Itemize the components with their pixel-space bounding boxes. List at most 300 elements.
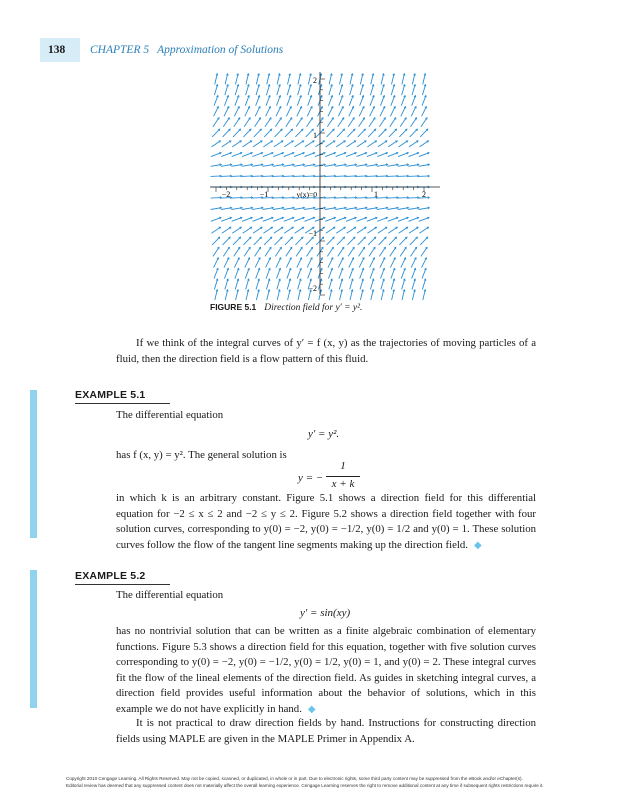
- field-segment: [274, 141, 283, 147]
- field-segment: [368, 237, 376, 245]
- field-segment: [349, 258, 354, 268]
- field-segment: [370, 279, 373, 290]
- field-segment: [306, 237, 314, 245]
- field-segment: [263, 227, 272, 233]
- field-segment: [370, 268, 374, 278]
- field-segment: [371, 74, 374, 85]
- field-segment: [380, 258, 385, 268]
- field-segment: [232, 153, 242, 157]
- x-tick-label-neg2: −2: [221, 190, 231, 199]
- field-segment: [277, 290, 280, 300]
- field-segment: [402, 85, 405, 96]
- field-segment: [381, 85, 384, 96]
- field-segment: [256, 74, 259, 85]
- field-segment: [422, 95, 426, 105]
- field-segment: [367, 217, 377, 221]
- end-of-example-diamond-icon: ◆: [307, 703, 316, 715]
- field-segment: [369, 247, 375, 256]
- field-segment: [275, 129, 283, 137]
- field-segment: [265, 118, 271, 127]
- field-segment: [379, 118, 385, 127]
- field-segment: [297, 258, 302, 268]
- field-segment: [349, 268, 353, 278]
- field-segment: [273, 208, 284, 210]
- field-segment: [325, 208, 336, 210]
- field-segment: [328, 95, 332, 105]
- field-segment: [245, 268, 249, 278]
- field-segment: [391, 95, 395, 105]
- field-segment: [307, 118, 313, 127]
- field-segment: [371, 290, 374, 300]
- example-5-2-body-text: has no nontrivial solution that can be written as a finite algebraic combination of elementary functions. Figure 5.3 shows a direction field for this equation, together with five solution curves corresponding to y(0) = −2, y(0) = −1/2, y(0) = 1/2, y(0) = 1, and y(0) = 2. These integral curves fit the flow of the lineal elements of the direction field. As guides in sketching integral curves, a direction field provides useful information about the behavior of solutions, which in this example we do not have explicitly in hand.: [116, 625, 536, 715]
- figure-caption-text: Direction field for y′ = y².: [264, 303, 363, 313]
- field-segment: [346, 164, 357, 166]
- field-segment: [340, 74, 343, 85]
- field-segment: [357, 141, 366, 147]
- field-segment: [408, 153, 418, 157]
- field-segment: [419, 227, 428, 233]
- field-segment: [231, 208, 242, 210]
- field-segment: [367, 208, 378, 210]
- field-segment: [304, 208, 315, 210]
- x-tick-label-2: 2: [422, 190, 426, 199]
- field-segment: [267, 290, 270, 300]
- field-segment: [224, 268, 228, 278]
- field-segment: [273, 217, 283, 221]
- field-segment: [296, 247, 302, 256]
- field-segment: [337, 129, 345, 137]
- field-segment: [211, 217, 221, 221]
- field-segment: [327, 118, 333, 127]
- field-segment: [398, 153, 408, 157]
- field-segment: [328, 268, 332, 278]
- field-segment: [276, 106, 281, 116]
- field-segment: [327, 129, 335, 137]
- field-segment: [346, 153, 356, 157]
- field-segment: [412, 290, 415, 300]
- field-segment: [412, 279, 415, 290]
- field-segment: [242, 208, 253, 210]
- field-segment: [401, 95, 405, 105]
- field-segment: [266, 279, 269, 290]
- field-segment: [284, 153, 294, 157]
- field-segment: [398, 208, 409, 210]
- field-segment: [214, 268, 218, 278]
- field-segment: [294, 208, 305, 210]
- field-segment: [356, 217, 366, 221]
- field-segment: [387, 208, 398, 210]
- field-segment: [243, 141, 252, 147]
- field-segment: [245, 258, 250, 268]
- field-segment: [305, 141, 314, 147]
- field-segment: [347, 129, 355, 137]
- field-segment: [336, 227, 345, 233]
- field-segment: [252, 164, 263, 166]
- field-segment: [287, 268, 291, 278]
- field-segment: [400, 118, 406, 127]
- field-segment: [254, 129, 262, 137]
- field-segment: [224, 95, 228, 105]
- field-segment: [402, 279, 405, 290]
- field-segment: [266, 95, 270, 105]
- field-segment: [221, 164, 232, 166]
- field-segment: [389, 237, 397, 245]
- field-segment: [377, 217, 387, 221]
- field-segment: [402, 290, 405, 300]
- y-tick-label-2: 2: [313, 76, 317, 85]
- field-segment: [246, 290, 249, 300]
- solution-lhs: y = −: [298, 472, 324, 484]
- field-segment: [360, 268, 364, 278]
- field-segment: [338, 258, 343, 268]
- field-segment: [350, 85, 353, 96]
- field-segment: [346, 208, 357, 210]
- field-segment: [380, 95, 384, 105]
- field-segment: [377, 208, 388, 210]
- field-segment: [419, 164, 430, 166]
- field-segment: [213, 118, 219, 127]
- field-segment: [423, 290, 426, 300]
- field-segment: [212, 129, 220, 137]
- field-segment: [329, 290, 332, 300]
- field-segment: [346, 217, 356, 221]
- field-segment: [295, 237, 303, 245]
- field-segment: [408, 164, 419, 166]
- field-segment: [244, 247, 250, 256]
- field-segment: [307, 258, 312, 268]
- field-segment: [392, 74, 395, 85]
- field-segment: [338, 247, 344, 256]
- example-5-2-rule: [75, 584, 170, 585]
- field-segment: [328, 258, 333, 268]
- field-segment: [360, 85, 363, 96]
- field-segment: [252, 208, 263, 210]
- field-segment: [244, 118, 250, 127]
- field-segment: [223, 247, 229, 256]
- field-segment: [410, 129, 418, 137]
- field-segment: [236, 74, 239, 85]
- field-segment: [211, 227, 220, 233]
- example-5-1-intro: The differential equation: [116, 409, 224, 421]
- solution-numerator: 1: [340, 460, 346, 472]
- field-segment: [308, 268, 312, 278]
- field-segment: [336, 217, 346, 221]
- field-segment: [225, 290, 228, 300]
- field-segment: [256, 95, 260, 105]
- field-segment: [285, 129, 293, 137]
- field-segment: [287, 95, 291, 105]
- field-segment: [288, 74, 291, 85]
- field-segment: [276, 258, 281, 268]
- field-segment: [304, 217, 314, 221]
- field-segment: [297, 268, 301, 278]
- field-segment: [286, 106, 291, 116]
- field-segment: [422, 258, 427, 268]
- field-segment: [381, 290, 384, 300]
- field-segment: [235, 95, 239, 105]
- field-segment: [329, 85, 332, 96]
- field-segment: [256, 290, 259, 300]
- field-segment: [349, 95, 353, 105]
- field-segment: [356, 208, 367, 210]
- figure-caption: [210, 302, 362, 313]
- field-segment: [336, 153, 346, 157]
- field-segment: [308, 74, 311, 85]
- field-segment: [298, 74, 301, 85]
- page-number: 138: [48, 44, 66, 56]
- field-segment: [243, 129, 251, 137]
- field-segment: [422, 268, 426, 278]
- field-segment: [411, 106, 416, 116]
- field-segment: [304, 153, 314, 157]
- field-segment: [287, 85, 290, 96]
- direction-field-figure: [200, 68, 450, 300]
- field-segment: [308, 95, 312, 105]
- field-segment: [234, 106, 239, 116]
- field-segment: [349, 106, 354, 116]
- field-segment: [275, 237, 283, 245]
- field-segment: [284, 217, 294, 221]
- field-segment: [359, 258, 364, 268]
- field-segment: [390, 118, 396, 127]
- field-segment: [412, 95, 416, 105]
- field-segment: [339, 85, 342, 96]
- example-5-2-heading: EXAMPLE 5.2: [75, 570, 146, 582]
- field-segment: [256, 85, 259, 96]
- field-segment: [246, 74, 249, 85]
- field-segment: [401, 268, 405, 278]
- field-segment: [296, 118, 302, 127]
- field-segment: [223, 118, 229, 127]
- field-segment: [408, 208, 419, 210]
- field-segment: [212, 237, 220, 245]
- field-segment: [211, 208, 222, 210]
- field-segment: [380, 268, 384, 278]
- field-segment: [234, 247, 240, 256]
- example-5-1-solution-intro: has f (x, y) = y². The general solution is: [116, 449, 287, 461]
- field-segment: [286, 247, 292, 256]
- field-segment: [325, 153, 335, 157]
- field-segment: [284, 141, 293, 147]
- field-segment: [255, 118, 261, 127]
- field-segment: [224, 258, 229, 268]
- field-segment: [378, 227, 387, 233]
- field-segment: [347, 141, 356, 147]
- field-segment: [215, 290, 218, 300]
- field-segment: [419, 208, 430, 210]
- field-segment: [266, 268, 270, 278]
- example-5-1-body: [116, 491, 536, 553]
- field-segment: [358, 129, 366, 137]
- field-segment: [381, 279, 384, 290]
- field-segment: [399, 129, 407, 137]
- field-segment: [348, 247, 354, 256]
- field-segment: [246, 85, 249, 96]
- field-segment: [276, 268, 280, 278]
- field-segment: [387, 164, 398, 166]
- field-segment: [236, 290, 239, 300]
- field-segment: [367, 164, 378, 166]
- field-segment: [359, 118, 365, 127]
- field-segment: [358, 237, 366, 245]
- field-segment: [255, 258, 260, 268]
- field-segment: [294, 153, 304, 157]
- field-segment: [235, 279, 238, 290]
- field-segment: [378, 141, 387, 147]
- field-segment: [335, 164, 346, 166]
- field-segment: [252, 217, 262, 221]
- field-segment: [232, 141, 241, 147]
- field-segment: [367, 153, 377, 157]
- field-segment: [266, 106, 271, 116]
- field-segment: [336, 141, 345, 147]
- field-segment: [252, 153, 262, 157]
- field-segment: [411, 118, 417, 127]
- field-segment: [377, 153, 387, 157]
- y-tick-label-neg2: −2: [308, 284, 317, 293]
- field-segment: [308, 85, 311, 96]
- field-segment: [350, 290, 353, 300]
- field-segment: [275, 118, 281, 127]
- chapter-heading: [90, 44, 283, 56]
- end-of-example-diamond-icon: ◆: [474, 539, 482, 551]
- field-segment: [401, 258, 406, 268]
- field-segment: [359, 247, 365, 256]
- field-segment: [211, 164, 222, 166]
- chapter-label: CHAPTER 5: [90, 44, 150, 56]
- field-segment: [338, 118, 344, 127]
- field-segment: [357, 227, 366, 233]
- fraction-bar: [326, 476, 360, 477]
- field-segment: [221, 153, 231, 157]
- field-segment: [245, 95, 249, 105]
- field-segment: [277, 279, 280, 290]
- field-segment: [285, 237, 293, 245]
- field-segment: [367, 141, 376, 147]
- example-5-1-equation: y′ = y².: [308, 428, 340, 440]
- field-segment: [233, 129, 241, 137]
- field-segment: [388, 141, 397, 147]
- field-segment: [328, 106, 333, 116]
- field-segment: [214, 106, 219, 116]
- field-segment: [370, 258, 375, 268]
- field-segment: [390, 258, 395, 268]
- example-5-1-body-text: in which k is an arbitrary constant. Figure 5.1 shows a direction field for this differential equation for −2 ≤ x ≤ 2 and −2 ≤ y ≤ 2. Figure 5.2 shows a direction field together with four solution curves, corresponding to y(0) = −2, y(0) = −1/2, y(0) = 1/2 and y(0) = 1. These solution curves follow the flow of the tangent line segments making up the direction field.: [116, 492, 536, 551]
- field-segment: [277, 74, 280, 85]
- field-segment: [422, 106, 427, 116]
- field-segment: [232, 227, 241, 233]
- example-5-1-rule: [75, 403, 170, 404]
- field-segment: [225, 279, 228, 290]
- field-segment: [263, 217, 273, 221]
- field-segment: [283, 208, 294, 210]
- field-segment: [327, 237, 335, 245]
- field-segment: [295, 129, 303, 137]
- field-segment: [421, 118, 427, 127]
- field-segment: [379, 237, 387, 245]
- field-segment: [242, 164, 253, 166]
- field-segment: [392, 290, 395, 300]
- field-segment: [391, 279, 394, 290]
- field-segment: [242, 217, 252, 221]
- field-segment: [214, 85, 217, 96]
- y-tick-label-neg1: −1: [308, 229, 317, 238]
- field-segment: [359, 106, 364, 116]
- field-segment: [360, 95, 364, 105]
- field-segment: [253, 227, 262, 233]
- field-segment: [388, 153, 398, 157]
- field-segment: [412, 268, 416, 278]
- field-segment: [234, 118, 240, 127]
- field-segment: [412, 74, 415, 85]
- field-segment: [325, 164, 336, 166]
- field-segment: [423, 74, 426, 85]
- field-segment: [276, 95, 280, 105]
- field-segment: [411, 258, 416, 268]
- field-segment: [307, 247, 313, 256]
- field-segment: [388, 217, 398, 221]
- field-segment: [266, 258, 271, 268]
- field-segment: [367, 227, 376, 233]
- field-segment: [263, 208, 274, 210]
- field-segment: [335, 208, 346, 210]
- field-segment: [398, 217, 408, 221]
- field-segment: [265, 247, 271, 256]
- field-segment: [350, 279, 353, 290]
- field-segment: [273, 153, 283, 157]
- field-segment: [275, 247, 281, 256]
- field-segment: [340, 290, 343, 300]
- field-segment: [422, 279, 425, 290]
- field-segment: [329, 74, 332, 85]
- field-segment: [326, 227, 335, 233]
- field-segment: [214, 258, 219, 268]
- field-segment: [256, 279, 259, 290]
- field-segment: [337, 237, 345, 245]
- field-segment: [235, 268, 239, 278]
- field-segment: [409, 227, 418, 233]
- field-segment: [408, 217, 418, 221]
- field-segment: [338, 106, 343, 116]
- field-segment: [214, 279, 217, 290]
- field-segment: [420, 237, 428, 245]
- field-segment: [214, 95, 218, 105]
- field-segment: [419, 141, 428, 147]
- field-segment: [222, 227, 231, 233]
- field-segment: [298, 290, 301, 300]
- field-segment: [377, 164, 388, 166]
- field-segment: [213, 247, 219, 256]
- field-segment: [245, 106, 250, 116]
- field-segment: [390, 106, 395, 116]
- field-segment: [215, 74, 218, 85]
- field-segment: [419, 217, 429, 221]
- field-segment: [369, 118, 375, 127]
- field-segment: [399, 141, 408, 147]
- field-segment: [379, 129, 387, 137]
- field-segment: [360, 279, 363, 290]
- field-segment: [235, 85, 238, 96]
- field-segment: [253, 141, 262, 147]
- x-tick-label-neg1: −1: [259, 190, 269, 199]
- chapter-title: Approximation of Solutions: [157, 44, 284, 56]
- field-segment: [297, 95, 301, 105]
- field-segment: [254, 237, 262, 245]
- example-5-2-body: [116, 624, 536, 717]
- copyright-footer-line-1: Copyright 2010 Cengage Learning. All Rights Reserved. May not be copied, scanned, or duplicated, in whole or in part. Due to electronic rights, some third party content may be suppressed from the eBook and/or eChapter(s).: [66, 776, 523, 781]
- field-segment: [379, 247, 385, 256]
- field-segment: [298, 85, 301, 96]
